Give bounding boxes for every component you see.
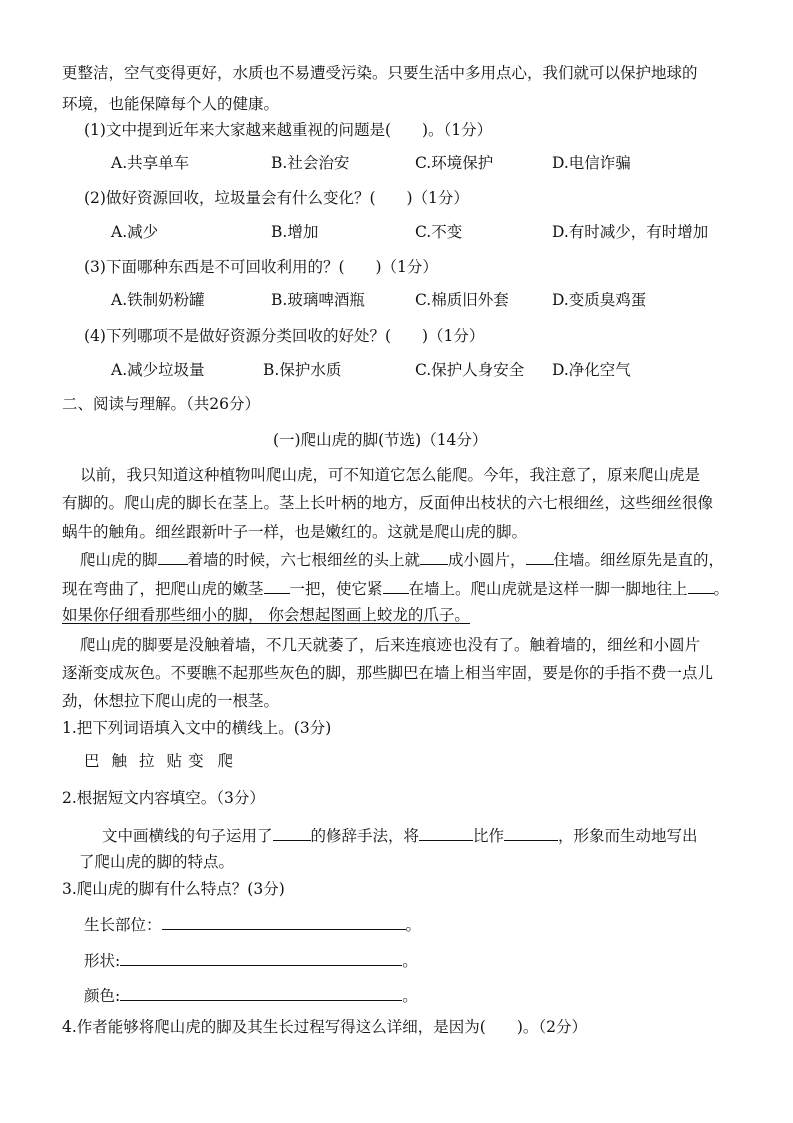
t2-text-b: 的修辞手法，将 — [310, 827, 420, 845]
q4-option-a[interactable]: A.减少垃圾量 — [111, 361, 205, 379]
word-pa: 爬 — [217, 752, 234, 770]
color-label: 颜色: — [84, 987, 121, 1005]
question-4-stem: (4)下列哪项不是做好资源分类回收的好处？( )（1分） — [84, 327, 485, 345]
word-bank — [84, 751, 233, 771]
t2-text-a: 文中画横线的句子运用了 — [102, 827, 273, 845]
q2-option-c[interactable]: C.不变 — [415, 223, 463, 241]
color-input[interactable] — [120, 986, 402, 1001]
q2-option-b[interactable]: B.增加 — [271, 223, 319, 241]
q2-option-d[interactable]: D.有时减少，有时增加 — [552, 223, 709, 241]
t2-text-d: ，形象而生动地写出 — [558, 827, 698, 845]
passage-blank-3[interactable] — [526, 550, 554, 565]
compare-from-blank[interactable] — [419, 826, 473, 841]
passage-blank-2[interactable] — [420, 550, 448, 565]
task-3-stem: 3.爬山虎的脚有什么特点？(3分) — [62, 880, 285, 898]
task-2-stem: 2.根据短文内容填空。（3分） — [62, 789, 265, 807]
question-2-stem: (2)做好资源回收，垃圾量会有什么变化？( )（1分） — [84, 189, 469, 207]
p2-text-d: 住墙。细丝原先是直的， — [553, 551, 725, 569]
q3-option-d[interactable]: D.变质臭鸡蛋 — [552, 291, 647, 309]
word-chu: 触 — [111, 752, 128, 770]
p2-text-a: 爬山虎的脚 — [80, 551, 158, 569]
passage-p2-line-2 — [62, 579, 729, 599]
task-2-line-1 — [102, 826, 698, 846]
q3-option-c[interactable]: C.棉质旧外套 — [415, 291, 509, 309]
passage-p3-line-2: 逐渐变成灰色。不要瞧不起那些灰色的脚，那些脚巴在墙上相当牢固，要是你的手指不费一点儿 — [62, 664, 714, 682]
passage-blank-5[interactable] — [383, 579, 409, 594]
intro-line-1: 更整洁，空气变得更好，水质也不易遭受污染。只要生活中多用点心，我们就可以保护地球的 — [62, 64, 698, 82]
word-bian: 变 — [188, 752, 204, 770]
passage-p1-line-3: 蜗牛的触角。细丝跟新叶子一样，也是嫩红的。这就是爬山虎的脚。 — [62, 523, 528, 541]
word-la: 拉 — [139, 752, 155, 770]
passage-p3-line-1: 爬山虎的脚要是没触着墙，不几天就萎了，后来连痕迹也没有了。触着墙的，细丝和小圆片 — [80, 636, 701, 654]
growth-location-end: 。 — [405, 916, 422, 934]
shape-label: 形状: — [84, 952, 121, 970]
color-end: 。 — [402, 987, 418, 1005]
task-2-line-2: 了爬山虎的脚的特点。 — [79, 853, 235, 871]
passage-blank-1[interactable] — [158, 550, 188, 565]
p2-text-g: 在墙上。爬山虎就是这样一脚一脚地往上 — [408, 580, 688, 598]
passage-p1-line-1: 以前，我只知道这种植物叫爬山虎，可不知道它怎么能爬。今年，我注意了，原来爬山虎是 — [80, 466, 701, 484]
task-1-stem: 1.把下列词语填入文中的横线上。(3分) — [62, 719, 332, 737]
p2-text-b: 着墙的时候，六七根细丝的头上就 — [187, 551, 421, 569]
color-field — [84, 986, 418, 1006]
compare-to-blank[interactable] — [504, 826, 558, 841]
q1-option-a[interactable]: A.共享单车 — [111, 154, 190, 172]
q4-option-d[interactable]: D.净化空气 — [552, 361, 631, 379]
growth-location-field — [84, 915, 421, 935]
passage-p2-line-1 — [80, 550, 724, 570]
section-2-heading: 二、阅读与理解。（共26分） — [62, 395, 260, 413]
word-tie: 贴 — [166, 752, 183, 770]
p2-text-h: 。 — [713, 580, 730, 598]
q4-option-b[interactable]: B.保护水质 — [263, 361, 342, 379]
q3-option-b[interactable]: B.玻璃啤酒瓶 — [271, 291, 365, 309]
question-3-stem: (3)下面哪种东西是不可回收利用的？( )（1分） — [84, 258, 438, 276]
word-ba: 巴 — [84, 752, 100, 770]
growth-location-input[interactable] — [162, 915, 406, 930]
t2-text-c: 比作 — [473, 827, 505, 845]
passage-blank-6[interactable] — [688, 579, 714, 594]
q2-option-a[interactable]: A.减少 — [111, 223, 159, 241]
passage-title: (一)爬山虎的脚(节选)（14分） — [273, 431, 488, 449]
q4-option-c[interactable]: C.保护人身安全 — [415, 361, 525, 379]
passage-p1-line-2: 有脚的。爬山虎的脚长在茎上。茎上长叶柄的地方，反面伸出枝状的六七根细丝，这些细丝很像 — [62, 494, 714, 512]
passage-underlined-sentence: 如果你仔细看那些细小的脚， 你会想起图画上蛟龙的爪子。 — [62, 606, 470, 624]
q1-option-b[interactable]: B.社会治安 — [271, 154, 350, 172]
q1-option-d[interactable]: D.电信诈骗 — [552, 154, 631, 172]
growth-location-label: 生长部位： — [84, 916, 162, 934]
p2-text-c: 成小圆片， — [448, 551, 526, 569]
q3-option-a[interactable]: A.铁制奶粉罐 — [111, 291, 205, 309]
intro-line-2: 环境，也能保障每个人的健康。 — [62, 95, 280, 113]
question-1-stem: (1)文中提到近年来大家越来越重视的问题是( )。（1分） — [84, 121, 493, 139]
passage-blank-4[interactable] — [264, 579, 290, 594]
passage-p3-line-3: 劲，休想拉下爬山虎的一根茎。 — [62, 692, 280, 710]
task-4-stem: 4.作者能够将爬山虎的脚及其生长过程写得这么详细，是因为( )。（2分） — [62, 1018, 587, 1036]
shape-field — [84, 951, 418, 971]
shape-end: 。 — [402, 952, 418, 970]
rhetoric-blank[interactable] — [273, 826, 311, 841]
p2-text-f: 一把，使它紧 — [289, 580, 383, 598]
p2-text-e: 现在弯曲了，把爬山虎的嫩茎 — [62, 580, 264, 598]
q1-option-c[interactable]: C.环境保护 — [415, 154, 494, 172]
shape-input[interactable] — [120, 951, 402, 966]
